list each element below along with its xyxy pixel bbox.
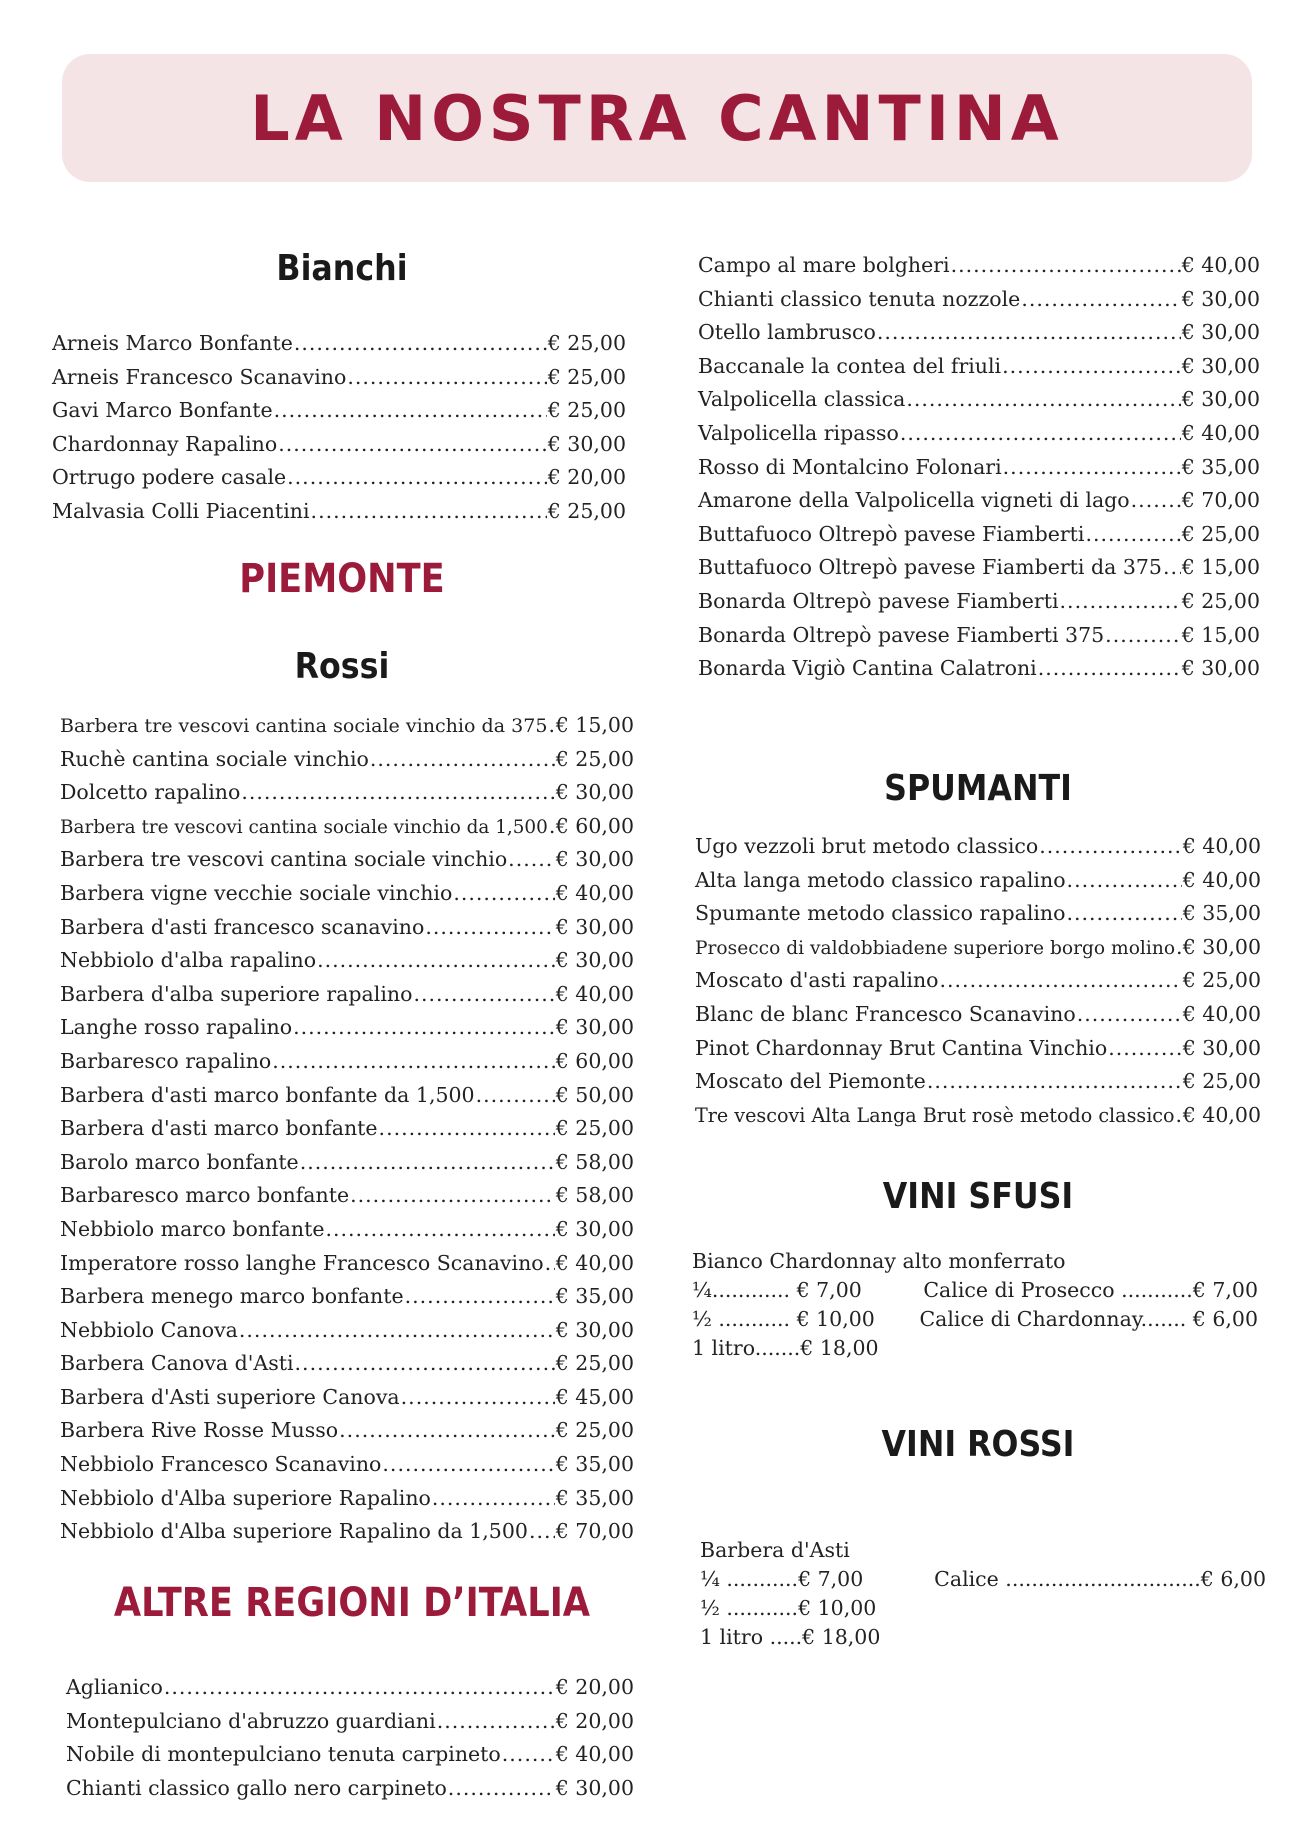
item-name: Nebbiolo marco bonfante bbox=[60, 1216, 325, 1241]
dot-leader bbox=[350, 1179, 555, 1213]
item-price: € 15,00 bbox=[555, 713, 634, 737]
dot-leader bbox=[877, 316, 1181, 350]
menu-item bbox=[60, 843, 634, 877]
menu-item bbox=[60, 1347, 634, 1381]
item-price: € 25,00 bbox=[1181, 588, 1260, 613]
menu-item bbox=[52, 428, 626, 462]
dot-leader bbox=[1003, 451, 1181, 485]
dot-leader bbox=[370, 743, 555, 777]
menu-item bbox=[698, 350, 1260, 384]
item-price: € 30,00 bbox=[1181, 320, 1260, 345]
dot-leader bbox=[401, 1381, 555, 1415]
piemonte-heading: PIEMONTE bbox=[239, 556, 445, 602]
menu-item bbox=[60, 1414, 634, 1448]
bianchi-heading: Bianchi bbox=[276, 248, 408, 289]
dot-leader bbox=[951, 249, 1181, 283]
menu-item bbox=[698, 518, 1260, 552]
dot-leader bbox=[502, 1738, 555, 1772]
menu-item bbox=[60, 810, 634, 844]
menu-item bbox=[698, 451, 1260, 485]
bulk-size-price: 1 litro.......€ 18,00 bbox=[692, 1336, 879, 1360]
item-name: Chianti classico tenuta nozzole bbox=[698, 286, 1021, 311]
page-title: LA NOSTRA CANTINA bbox=[250, 81, 1064, 155]
item-price: € 30,00 bbox=[555, 1216, 634, 1241]
vini-sfusi-block bbox=[692, 1247, 1258, 1363]
menu-item bbox=[60, 1448, 634, 1482]
item-price: € 40,00 bbox=[1182, 867, 1261, 892]
dot-leader bbox=[549, 810, 555, 844]
dot-leader bbox=[906, 383, 1180, 417]
dot-leader bbox=[1060, 585, 1181, 619]
dot-leader bbox=[1066, 897, 1181, 931]
menu-item bbox=[60, 877, 634, 911]
bulk-size-price: ¼............ € 7,00 bbox=[692, 1278, 862, 1302]
item-name: Campo al mare bolgheri bbox=[698, 253, 950, 277]
dot-leader bbox=[476, 1079, 555, 1113]
menu-item bbox=[60, 1011, 634, 1045]
menu-item bbox=[698, 619, 1260, 653]
dot-leader bbox=[1108, 1032, 1182, 1066]
item-name: Nebbiolo d'Alba superiore Rapalino da 1,500 bbox=[60, 1519, 528, 1544]
dot-leader bbox=[274, 394, 547, 428]
menu-item bbox=[698, 484, 1260, 518]
dot-leader bbox=[1021, 283, 1180, 317]
item-name: Barbera tre vescovi cantina sociale vinchio da 1,500 bbox=[60, 816, 548, 838]
menu-item bbox=[60, 944, 634, 978]
item-price: € 25,00 bbox=[547, 498, 626, 523]
spumanti-list bbox=[695, 830, 1261, 1132]
menu-item bbox=[52, 327, 626, 361]
bulk-price-row bbox=[692, 1334, 1258, 1363]
menu-item bbox=[698, 383, 1260, 417]
piemonte-rossi-list bbox=[60, 709, 634, 1549]
bulk-size-price: 1 litro .....€ 18,00 bbox=[700, 1625, 881, 1649]
item-name: Bonarda Oltrepò pavese Fiamberti bbox=[698, 588, 1059, 613]
item-name: Ortrugo podere casale bbox=[52, 465, 287, 490]
bianchi-list bbox=[52, 327, 626, 529]
title-banner bbox=[62, 54, 1252, 182]
item-price: € 30,00 bbox=[555, 1317, 634, 1342]
item-price: € 30,00 bbox=[1182, 1035, 1261, 1060]
menu-item bbox=[60, 776, 634, 810]
dot-leader bbox=[272, 1045, 555, 1079]
menu-item bbox=[695, 864, 1261, 898]
menu-item bbox=[52, 495, 626, 529]
item-price: € 40,00 bbox=[555, 981, 634, 1006]
dot-leader bbox=[1067, 864, 1182, 898]
item-name: Barbera Canova d'Asti bbox=[60, 1351, 294, 1376]
dot-leader bbox=[1077, 998, 1182, 1032]
item-name: Barbera d'asti marco bonfante bbox=[60, 1116, 378, 1141]
item-price: € 40,00 bbox=[1182, 1102, 1261, 1127]
item-price: € 25,00 bbox=[555, 1351, 634, 1376]
menu-item bbox=[698, 417, 1260, 451]
dot-leader bbox=[295, 1347, 555, 1381]
item-price: € 35,00 bbox=[555, 1452, 634, 1477]
item-price: € 25,00 bbox=[555, 1116, 634, 1141]
dot-leader bbox=[900, 417, 1181, 451]
dot-leader bbox=[311, 495, 547, 529]
item-name: Barbera tre vescovi cantina sociale vinchio da 375 bbox=[60, 715, 548, 737]
item-price: € 30,00 bbox=[555, 1015, 634, 1040]
menu-item bbox=[698, 585, 1260, 619]
dot-leader bbox=[1085, 518, 1180, 552]
dot-leader bbox=[529, 1515, 555, 1549]
dot-leader bbox=[1131, 484, 1181, 518]
item-price: € 40,00 bbox=[555, 1742, 634, 1767]
menu-item bbox=[66, 1671, 634, 1705]
menu-item bbox=[695, 1032, 1261, 1066]
item-name: Nebbiolo d'Alba superiore Rapalino bbox=[60, 1485, 431, 1510]
item-price: € 15,00 bbox=[1181, 622, 1260, 647]
item-name: Nebbiolo Francesco Scanavino bbox=[60, 1452, 382, 1477]
item-price: € 40,00 bbox=[1182, 834, 1261, 858]
item-name: Nebbiolo d'alba rapalino bbox=[60, 948, 317, 973]
menu-item bbox=[60, 743, 634, 777]
dot-leader bbox=[448, 1772, 555, 1806]
dot-leader bbox=[453, 877, 554, 911]
menu-item bbox=[698, 249, 1260, 283]
dot-leader bbox=[432, 1482, 555, 1516]
item-name: Barbera menego marco bonfante bbox=[60, 1284, 404, 1309]
item-price: € 58,00 bbox=[555, 1183, 634, 1208]
menu-item bbox=[66, 1738, 634, 1772]
bulk-price-row bbox=[700, 1594, 1266, 1623]
item-name: Amarone della Valpolicella vigneti di lago bbox=[698, 488, 1130, 513]
item-price: € 25,00 bbox=[547, 331, 626, 355]
item-price: € 40,00 bbox=[555, 880, 634, 905]
item-price: € 20,00 bbox=[555, 1708, 634, 1733]
menu-item bbox=[698, 551, 1260, 585]
dot-leader bbox=[164, 1671, 555, 1705]
item-name: Valpolicella ripasso bbox=[698, 420, 899, 445]
menu-item bbox=[695, 998, 1261, 1032]
item-name: Langhe rosso rapalino bbox=[60, 1015, 293, 1040]
item-price: € 40,00 bbox=[1182, 1001, 1261, 1026]
dot-leader bbox=[1105, 619, 1181, 653]
item-name: Barbera tre vescovi cantina sociale vinchio bbox=[60, 847, 508, 872]
item-name: Nobile di montepulciano tenuta carpineto bbox=[66, 1742, 501, 1767]
dot-leader bbox=[1038, 652, 1181, 686]
dot-leader bbox=[545, 1247, 555, 1281]
item-price: € 25,00 bbox=[547, 364, 626, 389]
item-price: € 25,00 bbox=[1182, 1069, 1261, 1094]
dot-leader bbox=[437, 1705, 555, 1739]
dot-leader bbox=[325, 1213, 554, 1247]
bulk-size-price: ¼ ...........€ 7,00 bbox=[700, 1567, 864, 1591]
dot-leader bbox=[317, 944, 555, 978]
bulk-price-row bbox=[700, 1565, 1266, 1594]
item-name: Tre vescovi Alta Langa Brut rosè metodo classico bbox=[695, 1103, 1175, 1127]
item-price: € 25,00 bbox=[1181, 521, 1260, 546]
menu-item bbox=[60, 1045, 634, 1079]
item-name: Arneis Francesco Scanavino bbox=[52, 364, 347, 389]
dot-leader bbox=[1002, 350, 1181, 384]
item-name: Chianti classico gallo nero carpineto bbox=[66, 1775, 447, 1800]
menu-item bbox=[60, 1515, 634, 1549]
dot-leader bbox=[293, 1011, 555, 1045]
bulk-price-row bbox=[700, 1623, 1266, 1652]
dot-leader bbox=[379, 1112, 555, 1146]
item-name: Chardonnay Rapalino bbox=[52, 431, 278, 456]
vini-sfusi-heading: VINI SFUSI bbox=[882, 1176, 1074, 1217]
item-name: Moscato d'asti rapalino bbox=[695, 968, 939, 993]
dot-leader bbox=[300, 1146, 555, 1180]
dot-leader bbox=[1039, 830, 1182, 864]
item-name: Imperatore rosso langhe Francesco Scanavino bbox=[60, 1250, 544, 1275]
item-price: € 60,00 bbox=[555, 1048, 634, 1073]
item-price: € 50,00 bbox=[555, 1082, 634, 1107]
menu-item bbox=[60, 709, 634, 743]
item-name: Barbera Rive Rosse Musso bbox=[60, 1418, 339, 1443]
menu-item bbox=[60, 1213, 634, 1247]
item-name: Baccanale la contea del friuli bbox=[698, 353, 1002, 378]
item-price: € 20,00 bbox=[547, 465, 626, 490]
item-name: Prosecco di valdobbiadene superiore borgo molino bbox=[695, 937, 1176, 959]
dot-leader bbox=[1176, 931, 1182, 965]
menu-item bbox=[60, 1112, 634, 1146]
item-price: € 40,00 bbox=[1181, 420, 1260, 445]
item-name: Barbera d'asti francesco scanavino bbox=[60, 914, 425, 939]
item-name: Arneis Marco Bonfante bbox=[52, 331, 293, 355]
menu-item bbox=[60, 1079, 634, 1113]
item-name: Barbaresco rapalino bbox=[60, 1048, 272, 1073]
dot-leader bbox=[382, 1448, 554, 1482]
item-name: Barbera vigne vecchie sociale vinchio bbox=[60, 880, 453, 905]
dot-leader bbox=[287, 461, 547, 495]
altre-regioni-list bbox=[66, 1671, 634, 1805]
menu-item bbox=[695, 931, 1261, 965]
item-price: € 70,00 bbox=[555, 1519, 634, 1544]
item-name: Ruchè cantina sociale vinchio bbox=[60, 746, 369, 771]
menu-item bbox=[60, 1247, 634, 1281]
menu-item bbox=[695, 964, 1261, 998]
bulk-size-price: ½ ...........€ 10,00 bbox=[700, 1596, 877, 1620]
item-name: Buttafuoco Oltrepò pavese Fiamberti bbox=[698, 521, 1085, 546]
menu-item bbox=[60, 1381, 634, 1415]
dot-leader bbox=[425, 911, 554, 945]
item-name: Buttafuoco Oltrepò pavese Fiamberti da 375 bbox=[698, 555, 1162, 580]
item-price: € 30,00 bbox=[555, 1775, 634, 1800]
item-price: € 30,00 bbox=[1182, 934, 1261, 959]
dot-leader bbox=[339, 1414, 555, 1448]
item-name: Barbera d'alba superiore rapalino bbox=[60, 981, 413, 1006]
item-name: Nebbiolo Canova bbox=[60, 1317, 238, 1342]
item-name: Barbaresco marco bonfante bbox=[60, 1183, 350, 1208]
dot-leader bbox=[405, 1280, 555, 1314]
menu-item bbox=[695, 1099, 1261, 1133]
item-name: Barbera d'Asti superiore Canova bbox=[60, 1384, 400, 1409]
dot-leader bbox=[548, 709, 554, 743]
dot-leader bbox=[239, 1314, 555, 1348]
menu-item bbox=[698, 652, 1260, 686]
rossi-heading: Rossi bbox=[294, 646, 390, 687]
item-price: € 35,00 bbox=[1181, 454, 1260, 479]
dot-leader bbox=[1163, 551, 1181, 585]
item-price: € 58,00 bbox=[555, 1149, 634, 1174]
menu-item bbox=[60, 1179, 634, 1213]
item-price: € 35,00 bbox=[555, 1485, 634, 1510]
menu-item bbox=[52, 361, 626, 395]
dot-leader bbox=[347, 361, 546, 395]
glass-price: Calice di Prosecco ...........€ 7,00 bbox=[923, 1278, 1258, 1302]
spumanti-heading: SPUMANTI bbox=[884, 768, 1072, 809]
item-price: € 30,00 bbox=[547, 431, 626, 456]
menu-item bbox=[695, 830, 1261, 864]
item-price: € 25,00 bbox=[1182, 968, 1261, 993]
item-price: € 30,00 bbox=[1181, 656, 1260, 681]
item-price: € 35,00 bbox=[1182, 901, 1261, 926]
vini-rossi-wine: Barbera d'Asti bbox=[700, 1538, 850, 1562]
dot-leader bbox=[927, 1065, 1182, 1099]
altre-regioni-heading: ALTRE REGIONI D’ITALIA bbox=[113, 1580, 591, 1626]
dot-leader bbox=[241, 776, 554, 810]
bulk-price-row bbox=[692, 1305, 1258, 1334]
item-price: € 25,00 bbox=[555, 746, 634, 771]
vini-rossi-heading: VINI ROSSI bbox=[881, 1424, 1075, 1465]
menu-item bbox=[698, 283, 1260, 317]
menu-item bbox=[66, 1705, 634, 1739]
bulk-size-price: ½ ........... € 10,00 bbox=[692, 1307, 875, 1331]
item-price: € 35,00 bbox=[555, 1284, 634, 1309]
menu-item bbox=[60, 1146, 634, 1180]
item-price: € 30,00 bbox=[1181, 353, 1260, 378]
item-name: Valpolicella classica bbox=[698, 387, 906, 412]
menu-item bbox=[695, 1065, 1261, 1099]
menu-item bbox=[52, 394, 626, 428]
glass-price: Calice ..............................€ 6,00 bbox=[934, 1567, 1266, 1591]
item-price: € 15,00 bbox=[1181, 555, 1260, 580]
item-price: € 30,00 bbox=[555, 948, 634, 973]
menu-item bbox=[695, 897, 1261, 931]
item-price: € 60,00 bbox=[555, 813, 634, 838]
item-name: Blanc de blanc Francesco Scanavino bbox=[695, 1001, 1076, 1026]
item-name: Dolcetto rapalino bbox=[60, 780, 241, 805]
item-name: Rosso di Montalcino Folonari bbox=[698, 454, 1002, 479]
dot-leader bbox=[1176, 1099, 1182, 1133]
item-price: € 25,00 bbox=[555, 1418, 634, 1443]
item-price: € 30,00 bbox=[1181, 286, 1260, 311]
menu-item bbox=[60, 1482, 634, 1516]
menu-item bbox=[60, 978, 634, 1012]
dot-leader bbox=[294, 327, 547, 361]
vini-rossi-block bbox=[700, 1536, 1266, 1652]
item-name: Otello lambrusco bbox=[698, 320, 876, 345]
menu-item bbox=[52, 461, 626, 495]
menu-item bbox=[698, 316, 1260, 350]
item-price: € 30,00 bbox=[555, 914, 634, 939]
item-price: € 30,00 bbox=[555, 780, 634, 805]
item-name: Gavi Marco Bonfante bbox=[52, 398, 273, 423]
item-name: Montepulciano d'abruzzo guardiani bbox=[66, 1708, 436, 1733]
menu-item bbox=[60, 911, 634, 945]
dot-leader bbox=[508, 843, 555, 877]
dot-leader bbox=[278, 428, 547, 462]
vini-sfusi-wine: Bianco Chardonnay alto monferrato bbox=[692, 1249, 1066, 1273]
item-price: € 30,00 bbox=[555, 847, 634, 872]
item-name: Bonarda Vigiò Cantina Calatroni bbox=[698, 656, 1037, 681]
dot-leader bbox=[940, 964, 1182, 998]
menu-item bbox=[66, 1772, 634, 1806]
item-price: € 30,00 bbox=[1181, 387, 1260, 412]
item-price: € 20,00 bbox=[555, 1675, 634, 1699]
altre-regioni-continued-list bbox=[698, 249, 1260, 686]
menu-item bbox=[60, 1280, 634, 1314]
item-price: € 40,00 bbox=[555, 1250, 634, 1275]
item-name: Moscato del Piemonte bbox=[695, 1069, 926, 1094]
item-name: Barolo marco bonfante bbox=[60, 1149, 299, 1174]
glass-price: Calice di Chardonnay....... € 6,00 bbox=[919, 1307, 1258, 1331]
bulk-price-row bbox=[692, 1276, 1258, 1305]
item-name: Barbera d'asti marco bonfante da 1,500 bbox=[60, 1082, 475, 1107]
menu-item bbox=[60, 1314, 634, 1348]
dot-leader bbox=[413, 978, 554, 1012]
item-name: Malvasia Colli Piacentini bbox=[52, 498, 310, 523]
item-price: € 45,00 bbox=[555, 1384, 634, 1409]
item-price: € 70,00 bbox=[1181, 488, 1260, 513]
item-name: Bonarda Oltrepò pavese Fiamberti 375 bbox=[698, 622, 1105, 647]
item-price: € 25,00 bbox=[547, 398, 626, 423]
item-name: Ugo vezzoli brut metodo classico bbox=[695, 834, 1039, 858]
item-name: Pinot Chardonnay Brut Cantina Vinchio bbox=[695, 1035, 1108, 1060]
item-name: Aglianico bbox=[66, 1675, 163, 1699]
item-name: Alta langa metodo classico rapalino bbox=[695, 867, 1066, 892]
item-price: € 40,00 bbox=[1181, 253, 1260, 277]
item-name: Spumante metodo classico rapalino bbox=[695, 901, 1066, 926]
